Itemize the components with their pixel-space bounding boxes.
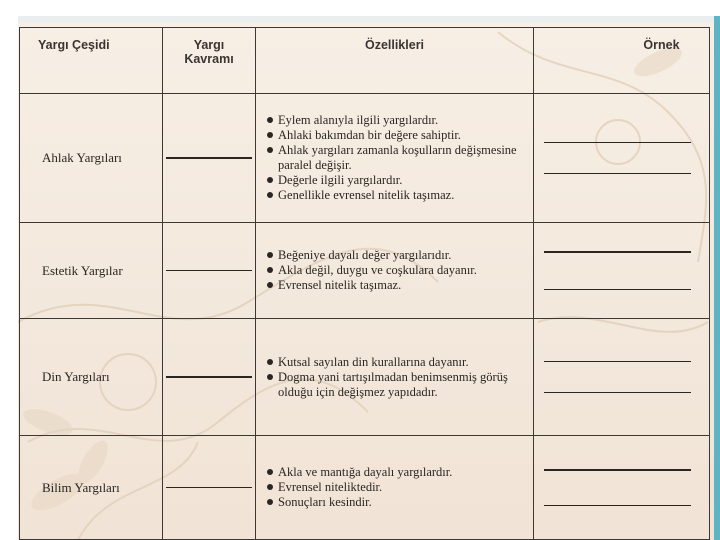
- table-header-row: [20, 28, 710, 94]
- ozellik-text: Sonuçları kesindir.: [278, 495, 372, 509]
- side-accent-bar: [714, 16, 720, 540]
- bullet-icon: [267, 147, 273, 153]
- ozellikler-cell: [256, 319, 534, 436]
- bullet-icon: [267, 117, 273, 123]
- answer-blank-line: [166, 270, 252, 271]
- ozellik-text: Dogma yani tartışılmadan benimsenmiş görüş olduğu için değişmez yapıdadır.: [278, 369, 508, 399]
- ornek-blank: [534, 436, 710, 540]
- header-yargi-kavrami: [163, 28, 256, 94]
- bullet-icon: [267, 267, 273, 273]
- yargi-turu: Estetik Yargılar: [20, 223, 163, 319]
- table-row: [20, 223, 710, 319]
- list-item: [266, 465, 529, 480]
- list-item: [266, 173, 529, 188]
- table-row: [20, 94, 710, 223]
- paper-background: [18, 22, 714, 540]
- list-item: [266, 278, 529, 293]
- list-item: [266, 355, 529, 370]
- list-item: [266, 495, 529, 510]
- bullet-icon: [267, 469, 273, 475]
- ozellik-text: Eylem alanıyla ilgili yargılardır.: [278, 113, 439, 127]
- ozellik-text: Akla ve mantığa dayalı yargılardır.: [278, 465, 453, 479]
- ozellikler-cell: [256, 436, 534, 540]
- kavram-blank: [163, 319, 256, 436]
- bullet-icon: [267, 499, 273, 505]
- yargi-turu: Bilim Yargıları: [20, 436, 163, 540]
- answer-blank-line: [544, 289, 691, 290]
- kavram-blank: [163, 436, 256, 540]
- ozellikler-cell: [256, 94, 534, 223]
- list-item: [266, 128, 529, 143]
- ornek-blank: [534, 319, 710, 436]
- ornek-blank: [534, 223, 710, 319]
- list-item: [266, 188, 529, 203]
- list-item: [266, 263, 529, 278]
- list-item: [266, 370, 529, 400]
- kavram-blank: [163, 94, 256, 223]
- list-item: [266, 480, 529, 495]
- ozellik-text: Beğeniye dayalı değer yargılarıdır.: [278, 248, 452, 262]
- answer-blank-line: [166, 487, 252, 488]
- ozellik-text: Evrensel niteliktedir.: [278, 480, 383, 494]
- bullet-icon: [267, 374, 273, 380]
- yargi-turu: Din Yargıları: [20, 319, 163, 436]
- bullet-icon: [267, 177, 273, 183]
- answer-blank-line: [544, 505, 691, 506]
- ozellik-text: Ahlak yargıları zamanla koşulların değişmesine paralel değişir.: [278, 143, 517, 172]
- answer-blank-line: [544, 173, 691, 174]
- ozellik-text: Genellikle evrensel nitelik taşımaz.: [278, 188, 455, 202]
- bullet-icon: [267, 252, 273, 258]
- bullet-icon: [267, 484, 273, 490]
- ozellik-text: Akla değil, duygu ve coşkulara dayanır.: [278, 263, 477, 277]
- header-kavram-line2: Kavramı: [184, 52, 234, 66]
- answer-blank-line: [166, 157, 252, 158]
- ornek-blank: [534, 94, 710, 223]
- ozellik-text: Değerle ilgili yargılardır.: [278, 173, 403, 187]
- yargi-turu: Ahlak Yargıları: [20, 94, 163, 223]
- ozellikler-list: [266, 355, 529, 400]
- kavram-blank: [163, 223, 256, 319]
- answer-blank-line: [166, 376, 252, 377]
- header-yargi-cesidi: Yargı Çeşidi: [20, 28, 163, 94]
- bullet-icon: [267, 132, 273, 138]
- ozellik-text: Ahlaki bakımdan bir değere sahiptir.: [278, 128, 461, 142]
- ozellikler-list: [266, 465, 529, 510]
- bullet-icon: [267, 359, 273, 365]
- list-item: [266, 143, 529, 173]
- table-row: [20, 319, 710, 436]
- ozellikler-cell: [256, 223, 534, 319]
- list-item: [266, 113, 529, 128]
- bullet-icon: [267, 192, 273, 198]
- ozellik-text: Kutsal sayılan din kurallarına dayanır.: [278, 354, 469, 369]
- ozellikler-list: [266, 248, 529, 293]
- answer-blank-line: [544, 392, 691, 393]
- list-item: [266, 248, 529, 263]
- table-row: [20, 436, 710, 540]
- bullet-icon: [267, 282, 273, 288]
- ozellik-text: Evrensel nitelik taşımaz.: [278, 278, 402, 292]
- ozellikler-list: [266, 113, 529, 203]
- header-ornek: Örnek: [534, 28, 710, 94]
- yargi-table: [19, 27, 710, 540]
- header-kavram-line1: Yargı: [193, 38, 225, 52]
- header-ozellikleri: Özellikleri: [256, 28, 534, 94]
